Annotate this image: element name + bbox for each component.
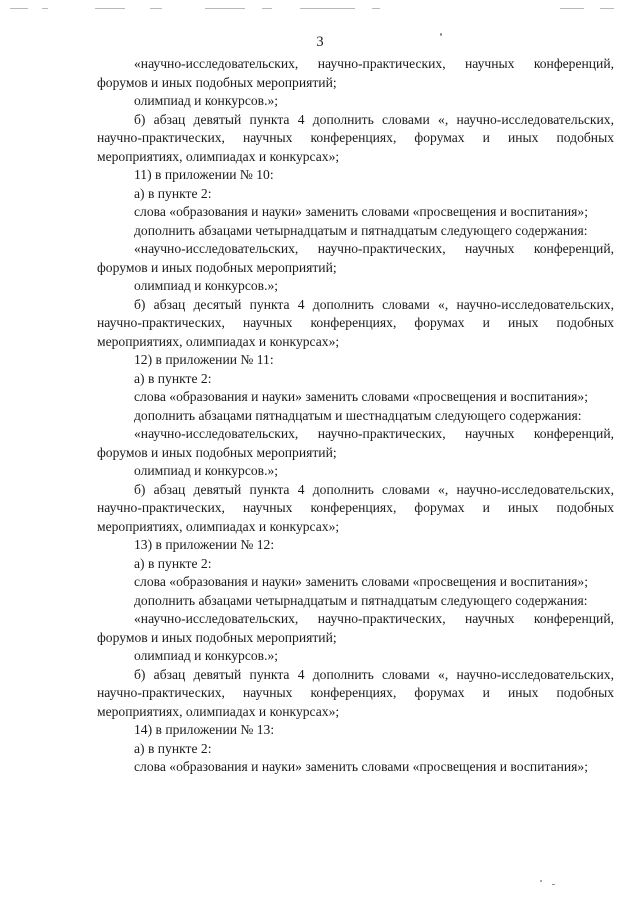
paragraph: б) абзац девятый пункта 4 дополнить словами «, научно-исследовательских, научно-практических, научных конференциях, форумах и иных подобных мероприятиях, олимпиадах и конкурсах»; [97, 111, 614, 164]
paragraph: б) абзац девятый пункта 4 дополнить словами «, научно-исследовательских, научно-практических, научных конференциях, форумах и иных подобных мероприятиях, олимпиадах и конкурсах»; [97, 666, 614, 719]
paragraph: а) в пункте 2: [134, 185, 212, 201]
paragraph: 12) в приложении № 11: [134, 352, 274, 367]
paragraph: «научно-исследовательских, научно-практических, научных конференций, форумов и иных подобных мероприятий; [97, 241, 614, 275]
paragraph: слова «образования и науки» заменить словами «просвещения и воспитания»; [134, 389, 588, 404]
document-body [97, 55, 614, 777]
paragraph: олимпиад и конкурсов.»; [134, 93, 279, 108]
paragraph: «научно-исследовательских, научно-практических, научных конференций, форумов и иных подобных мероприятий; [97, 426, 614, 460]
paragraph: олимпиад и конкурсов.»; [134, 463, 279, 478]
paragraph: 13) в приложении № 12: [134, 537, 275, 552]
paragraph: олимпиад и конкурсов.»; [134, 278, 279, 293]
paragraph: б) абзац девятый пункта 4 дополнить словами «, научно-исследовательских, научно-практических, научных конференциях, форумах и иных подобных мероприятиях, олимпиадах и конкурсах»; [97, 481, 614, 534]
paragraph: дополнить абзацами четырнадцатым и пятнадцатым следующего содержания: [134, 592, 588, 608]
paragraph: 11) в приложении № 10: [134, 167, 274, 182]
paragraph: дополнить абзацами пятнадцатым и шестнадцатым следующего содержания: [134, 407, 582, 423]
page-number: 3 [316, 34, 324, 50]
paragraph: «научно-исследовательских, научно-практических, научных конференций, форумов и иных подобных мероприятий; [97, 611, 614, 645]
paragraph: а) в пункте 2: [134, 370, 212, 386]
scan-speck [552, 884, 555, 885]
paragraph: а) в пункте 2: [134, 740, 212, 756]
paragraph: слова «образования и науки» заменить словами «просвещения и воспитания»; [134, 759, 588, 774]
paragraph: слова «образования и науки» заменить словами «просвещения и воспитания»; [134, 204, 588, 219]
paragraph: а) в пункте 2: [134, 555, 212, 571]
paragraph: слова «образования и науки» заменить словами «просвещения и воспитания»; [134, 574, 588, 589]
paragraph: «научно-исследовательских, научно-практических, научных конференций, форумов и иных подобных мероприятий; [97, 56, 614, 90]
paragraph: 14) в приложении № 13: [134, 722, 275, 737]
paragraph: б) абзац десятый пункта 4 дополнить словами «, научно-исследовательских, научно-практических, научных конференциях, форумах и иных подобных мероприятиях, олимпиадах и конкурсах»; [97, 296, 614, 349]
paragraph: дополнить абзацами четырнадцатым и пятнадцатым следующего содержания: [134, 222, 588, 238]
scan-speck [540, 880, 542, 882]
scan-artifact-top [0, 6, 640, 12]
paragraph: олимпиад и конкурсов.»; [134, 648, 279, 663]
